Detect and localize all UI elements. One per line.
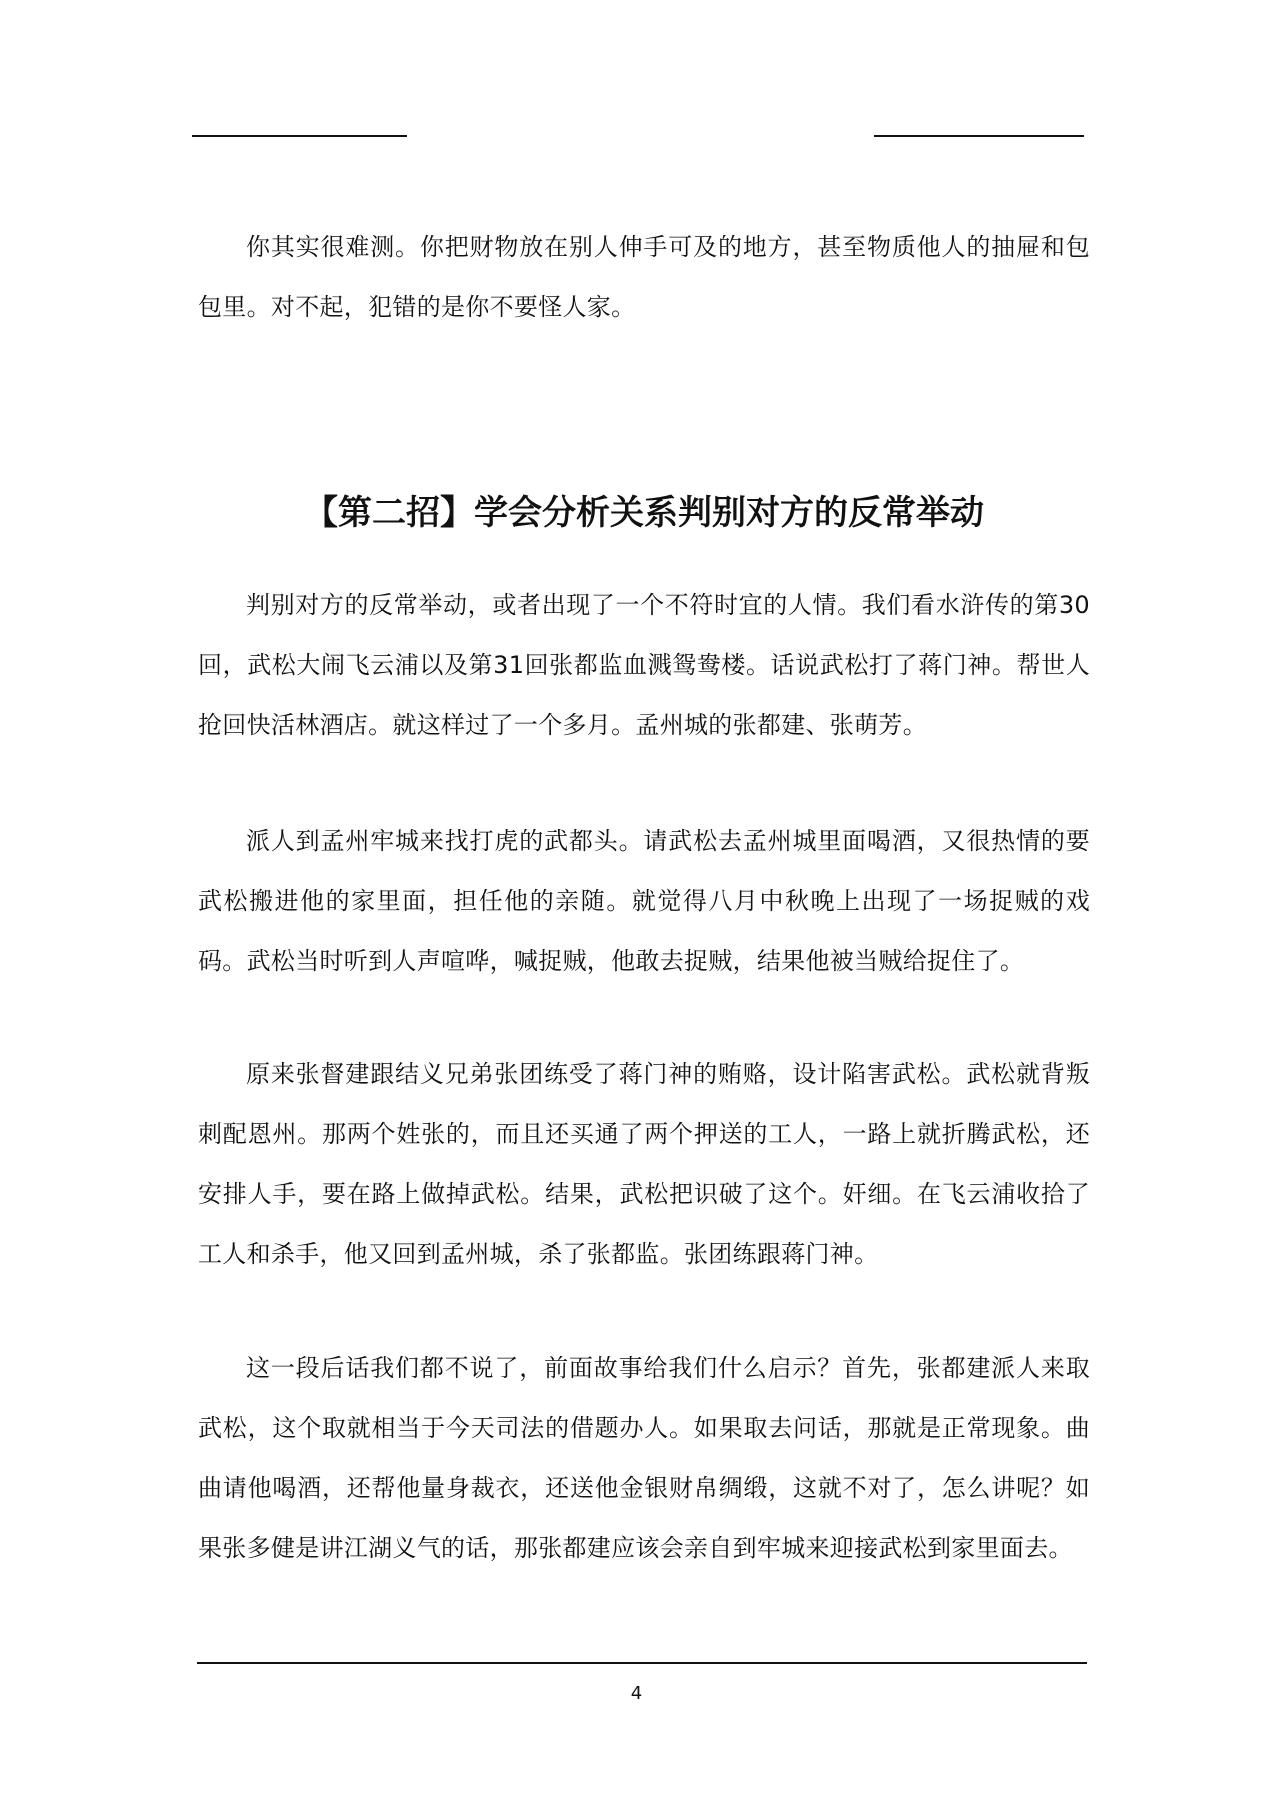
section-heading: 【第二招】学会分析关系判别对方的反常举动 [304,493,984,533]
paragraph-1: 你其实很难测。你把财物放在别人伸手可及的地方，甚至物质他人的抽屉和包包里。对不起，犯错的是你不要怪人家。 [198,233,1090,321]
page-number: 4 [630,1683,643,1704]
paragraph-5: 这一段后话我们都不说了，前面故事给我们什么启示？首先，张都建派人来取武松，这个取就相当于今天司法的借题办人。如果取去问话，那就是正常现象。曲曲请他喝酒，还帮他量身裁衣，还送他金银财帛绸缎，这就不对了，怎么讲呢？如果张多健是讲江湖义气的话，那张都建应该会亲自到牢城来迎接武松到家里面去。 [198,1354,1090,1562]
header-rule-left [192,135,407,137]
header-rule-right [874,135,1084,137]
footer-rule [197,1662,1087,1664]
paragraph-3: 派人到孟州牢城来找打虎的武都头。请武松去孟州城里面喝酒，又很热情的要武松搬进他的家里面，担任他的亲随。就觉得八月中秋晚上出现了一场捉贼的戏码。武松当时听到人声喧哗，喊捉贼，他敢去捉贼，结果他被当贼给捉住了。 [198,827,1090,975]
paragraph-4: 原来张督建跟结义兄弟张团练受了蒋门神的贿赂，设计陷害武松。武松就背叛刺配恩州。那两个姓张的，而且还买通了两个押送的工人，一路上就折腾武松，还安排人手，要在路上做掉武松。结果，武松把识破了这个。奸细。在飞云浦收拾了工人和杀手，他又回到孟州城，杀了张都监。张团练跟蒋门神。 [198,1060,1090,1268]
paragraph-2: 判别对方的反常举动，或者出现了一个不符时宜的人情。我们看水浒传的第30回，武松大闹飞云浦以及第31回张都监血溅鸳鸯楼。话说武松打了蒋门神。帮世人抢回快活林酒店。就这样过了一个多月。孟州城的张都建、张萌芳。 [198,591,1090,739]
